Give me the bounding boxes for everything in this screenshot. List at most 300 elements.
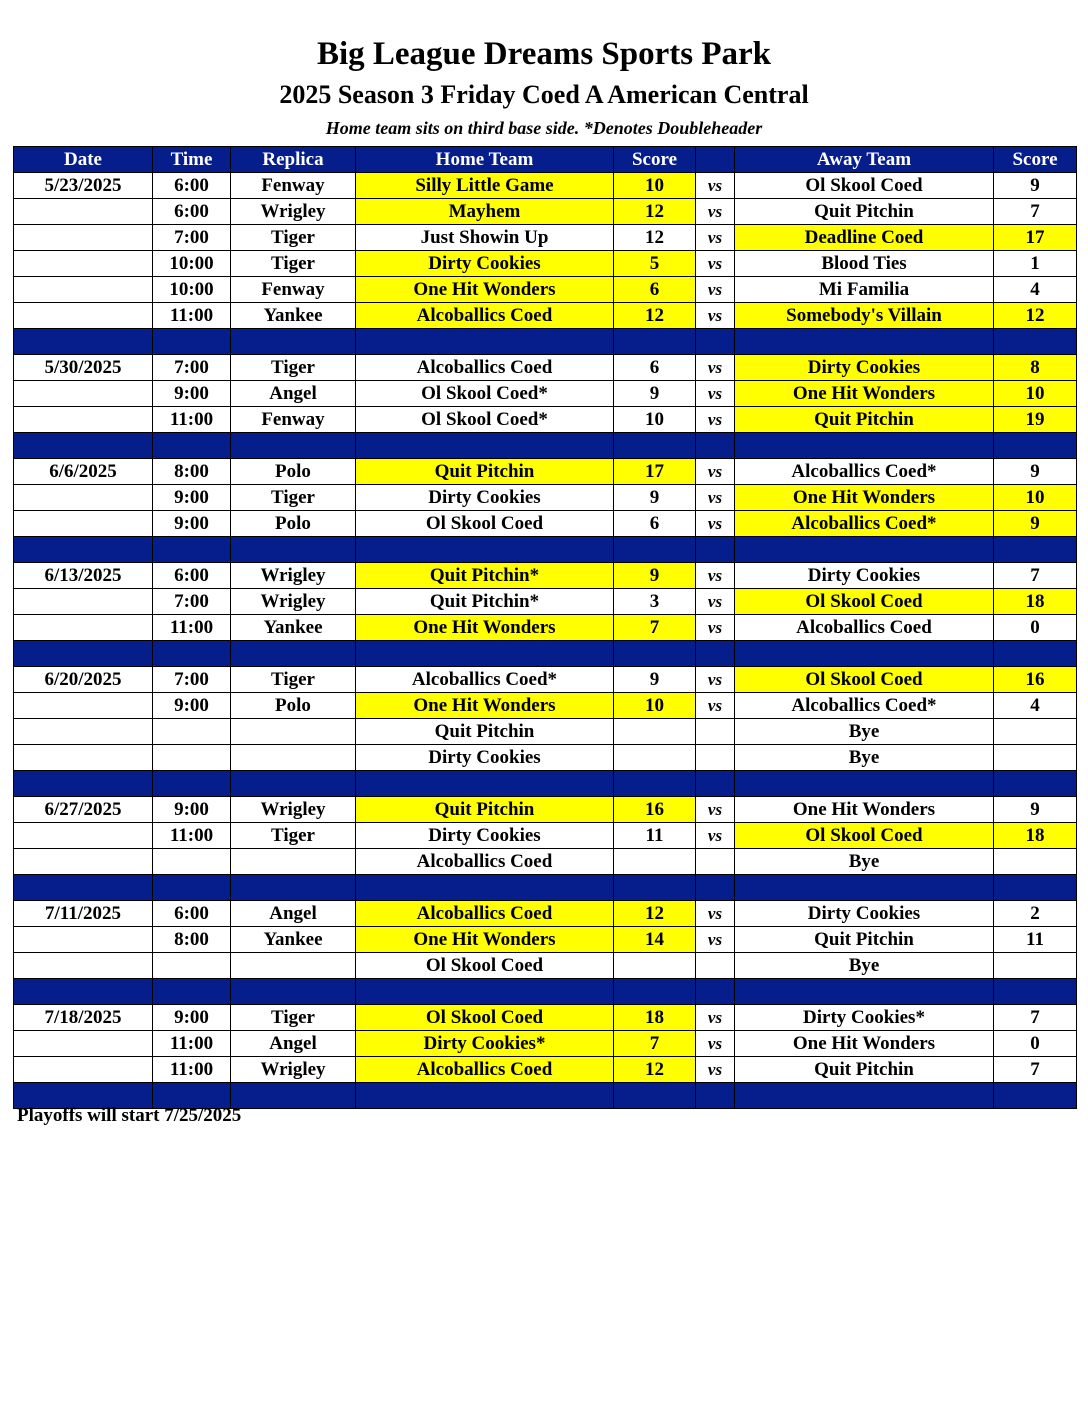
vs-cell: vs [696, 823, 735, 849]
vs-cell: vs [696, 511, 735, 537]
away-team-cell: Ol Skool Coed [735, 823, 994, 849]
replica-cell [231, 953, 356, 979]
time-cell: 7:00 [153, 225, 231, 251]
home-score-cell: 6 [614, 277, 696, 303]
away-team-cell: Dirty Cookies [735, 901, 994, 927]
date-cell: 5/30/2025 [14, 355, 153, 381]
replica-cell: Fenway [231, 277, 356, 303]
vs-cell: vs [696, 251, 735, 277]
vs-cell [696, 953, 735, 979]
vs-cell: vs [696, 303, 735, 329]
away-team-cell: One Hit Wonders [735, 485, 994, 511]
replica-cell: Wrigley [231, 589, 356, 615]
time-cell: 11:00 [153, 303, 231, 329]
home-team-cell: Ol Skool Coed* [356, 381, 614, 407]
home-score-cell: 7 [614, 1031, 696, 1057]
replica-cell: Tiger [231, 251, 356, 277]
separator-cell [994, 875, 1077, 901]
time-cell: 10:00 [153, 277, 231, 303]
date-cell [14, 303, 153, 329]
time-cell: 10:00 [153, 251, 231, 277]
vs-cell: vs [696, 277, 735, 303]
separator-cell [14, 771, 153, 797]
replica-cell: Tiger [231, 485, 356, 511]
game-row [14, 303, 1077, 329]
separator-cell [994, 433, 1077, 459]
col-header-replica: Replica [231, 147, 356, 173]
time-cell: 11:00 [153, 823, 231, 849]
separator-cell [231, 875, 356, 901]
time-cell: 9:00 [153, 1005, 231, 1031]
date-cell [14, 1057, 153, 1083]
game-row [14, 901, 1077, 927]
away-team-cell: Dirty Cookies [735, 563, 994, 589]
vs-cell: vs [696, 1005, 735, 1031]
date-cell [14, 927, 153, 953]
home-score-cell: 16 [614, 797, 696, 823]
vs-cell: vs [696, 381, 735, 407]
game-row [14, 199, 1077, 225]
date-cell [14, 407, 153, 433]
vs-cell: vs [696, 225, 735, 251]
col-header-date: Date [14, 147, 153, 173]
home-score-cell: 12 [614, 901, 696, 927]
away-team-cell: Somebody's Villain [735, 303, 994, 329]
week-separator-row [14, 537, 1077, 563]
home-score-cell: 3 [614, 589, 696, 615]
vs-cell [696, 849, 735, 875]
game-row [14, 953, 1077, 979]
game-row [14, 563, 1077, 589]
vs-cell: vs [696, 199, 735, 225]
game-row [14, 355, 1077, 381]
vs-cell: vs [696, 563, 735, 589]
date-cell: 5/23/2025 [14, 173, 153, 199]
time-cell: 6:00 [153, 199, 231, 225]
home-team-cell: Ol Skool Coed* [356, 407, 614, 433]
vs-cell: vs [696, 1031, 735, 1057]
header-row [14, 147, 1077, 173]
replica-cell: Wrigley [231, 1057, 356, 1083]
date-cell [14, 615, 153, 641]
date-cell [14, 589, 153, 615]
separator-cell [14, 641, 153, 667]
away-team-cell: Quit Pitchin [735, 927, 994, 953]
away-score-cell: 10 [994, 381, 1077, 407]
time-cell: 9:00 [153, 485, 231, 511]
week-separator-row [14, 771, 1077, 797]
away-score-cell: 0 [994, 615, 1077, 641]
game-row [14, 511, 1077, 537]
col-header-vs [696, 147, 735, 173]
separator-cell [994, 641, 1077, 667]
separator-cell [735, 329, 994, 355]
week-separator-row [14, 433, 1077, 459]
game-row [14, 1005, 1077, 1031]
date-cell [14, 225, 153, 251]
separator-cell [153, 433, 231, 459]
home-team-cell: Ol Skool Coed [356, 1005, 614, 1031]
vs-cell: vs [696, 589, 735, 615]
separator-cell [735, 1083, 994, 1109]
replica-cell: Polo [231, 459, 356, 485]
home-team-cell: Alcoballics Coed [356, 355, 614, 381]
away-team-cell: Deadline Coed [735, 225, 994, 251]
replica-cell: Yankee [231, 303, 356, 329]
vs-cell: vs [696, 693, 735, 719]
away-score-cell: 8 [994, 355, 1077, 381]
home-team-cell: Dirty Cookies* [356, 1031, 614, 1057]
replica-cell: Yankee [231, 927, 356, 953]
home-score-cell: 12 [614, 303, 696, 329]
replica-cell: Angel [231, 381, 356, 407]
page-subtitle: 2025 Season 3 Friday Coed A American Central [279, 80, 809, 109]
vs-cell: vs [696, 667, 735, 693]
home-score-cell: 10 [614, 173, 696, 199]
home-score-cell [614, 849, 696, 875]
away-score-cell: 4 [994, 693, 1077, 719]
time-cell [153, 849, 231, 875]
away-team-cell: One Hit Wonders [735, 797, 994, 823]
away-score-cell: 12 [994, 303, 1077, 329]
away-score-cell: 17 [994, 225, 1077, 251]
home-score-cell: 5 [614, 251, 696, 277]
separator-cell [153, 771, 231, 797]
home-team-cell: Just Showin Up [356, 225, 614, 251]
game-row [14, 849, 1077, 875]
col-header-home-score: Score [614, 147, 696, 173]
away-team-cell: Bye [735, 849, 994, 875]
home-team-cell: Quit Pitchin* [356, 589, 614, 615]
separator-cell [356, 433, 614, 459]
home-team-cell: Quit Pitchin [356, 719, 614, 745]
home-score-cell: 7 [614, 615, 696, 641]
separator-cell [696, 1083, 735, 1109]
separator-cell [614, 537, 696, 563]
date-cell [14, 693, 153, 719]
replica-cell [231, 719, 356, 745]
separator-cell [696, 641, 735, 667]
home-team-cell: Dirty Cookies [356, 251, 614, 277]
vs-cell: vs [696, 173, 735, 199]
date-cell [14, 251, 153, 277]
replica-cell [231, 745, 356, 771]
home-score-cell: 6 [614, 511, 696, 537]
separator-cell [153, 329, 231, 355]
separator-cell [735, 433, 994, 459]
home-score-cell: 6 [614, 355, 696, 381]
away-score-cell: 4 [994, 277, 1077, 303]
home-team-cell: Alcoballics Coed [356, 901, 614, 927]
date-cell: 7/11/2025 [14, 901, 153, 927]
home-team-cell: One Hit Wonders [356, 277, 614, 303]
vs-cell: vs [696, 615, 735, 641]
separator-cell [356, 771, 614, 797]
date-cell: 6/20/2025 [14, 667, 153, 693]
home-team-cell: Quit Pitchin* [356, 563, 614, 589]
home-score-cell: 12 [614, 225, 696, 251]
home-team-cell: Dirty Cookies [356, 485, 614, 511]
game-row [14, 381, 1077, 407]
game-row [14, 667, 1077, 693]
home-score-cell: 9 [614, 667, 696, 693]
replica-cell: Angel [231, 1031, 356, 1057]
date-cell [14, 381, 153, 407]
replica-cell: Wrigley [231, 797, 356, 823]
week-separator-row [14, 979, 1077, 1005]
separator-cell [735, 875, 994, 901]
time-cell: 11:00 [153, 1031, 231, 1057]
away-score-cell [994, 719, 1077, 745]
away-score-cell: 1 [994, 251, 1077, 277]
game-row [14, 173, 1077, 199]
away-score-cell: 18 [994, 589, 1077, 615]
away-team-cell: Ol Skool Coed [735, 173, 994, 199]
game-row [14, 823, 1077, 849]
schedule-body [14, 173, 1077, 1109]
date-cell [14, 1031, 153, 1057]
home-score-cell: 9 [614, 563, 696, 589]
away-team-cell: Alcoballics Coed* [735, 459, 994, 485]
away-team-cell: Quit Pitchin [735, 1057, 994, 1083]
away-team-cell: Alcoballics Coed* [735, 511, 994, 537]
game-row [14, 485, 1077, 511]
separator-cell [14, 433, 153, 459]
separator-cell [614, 875, 696, 901]
game-row [14, 251, 1077, 277]
game-row [14, 693, 1077, 719]
vs-cell: vs [696, 901, 735, 927]
page-note: Home team sits on third base side. *Denotes Doubleheader [325, 118, 763, 138]
separator-cell [231, 979, 356, 1005]
separator-cell [614, 979, 696, 1005]
separator-cell [231, 1083, 356, 1109]
away-team-cell: Ol Skool Coed [735, 667, 994, 693]
home-score-cell [614, 745, 696, 771]
home-team-cell: Silly Little Game [356, 173, 614, 199]
replica-cell: Angel [231, 901, 356, 927]
away-score-cell [994, 745, 1077, 771]
time-cell: 6:00 [153, 563, 231, 589]
away-score-cell: 7 [994, 1057, 1077, 1083]
away-score-cell: 10 [994, 485, 1077, 511]
away-score-cell: 9 [994, 173, 1077, 199]
home-score-cell: 12 [614, 1057, 696, 1083]
away-score-cell: 0 [994, 1031, 1077, 1057]
col-header-away-team: Away Team [735, 147, 994, 173]
vs-cell: vs [696, 1057, 735, 1083]
separator-cell [994, 537, 1077, 563]
home-score-cell: 9 [614, 381, 696, 407]
separator-cell [231, 433, 356, 459]
separator-cell [356, 329, 614, 355]
separator-cell [994, 1083, 1077, 1109]
date-cell [14, 277, 153, 303]
home-team-cell: Ol Skool Coed [356, 953, 614, 979]
separator-cell [153, 537, 231, 563]
separator-cell [356, 1083, 614, 1109]
separator-cell [735, 771, 994, 797]
away-team-cell: One Hit Wonders [735, 381, 994, 407]
separator-cell [614, 1083, 696, 1109]
game-row [14, 797, 1077, 823]
time-cell: 6:00 [153, 901, 231, 927]
date-cell [14, 823, 153, 849]
game-row [14, 745, 1077, 771]
replica-cell: Fenway [231, 173, 356, 199]
vs-cell [696, 745, 735, 771]
time-cell: 8:00 [153, 927, 231, 953]
separator-cell [356, 875, 614, 901]
time-cell: 9:00 [153, 797, 231, 823]
week-separator-row [14, 329, 1077, 355]
separator-cell [994, 979, 1077, 1005]
away-team-cell: Quit Pitchin [735, 407, 994, 433]
away-team-cell: Bye [735, 745, 994, 771]
vs-cell [696, 719, 735, 745]
replica-cell: Tiger [231, 355, 356, 381]
time-cell: 6:00 [153, 173, 231, 199]
time-cell [153, 745, 231, 771]
time-cell: 11:00 [153, 615, 231, 641]
week-separator-row [14, 641, 1077, 667]
page-title: Big League Dreams Sports Park [316, 36, 772, 72]
replica-cell: Wrigley [231, 563, 356, 589]
date-cell [14, 485, 153, 511]
away-team-cell: Ol Skool Coed [735, 589, 994, 615]
home-score-cell: 12 [614, 199, 696, 225]
away-score-cell: 9 [994, 511, 1077, 537]
time-cell [153, 719, 231, 745]
separator-cell [231, 537, 356, 563]
replica-cell: Fenway [231, 407, 356, 433]
game-row [14, 589, 1077, 615]
separator-cell [735, 537, 994, 563]
home-team-cell: One Hit Wonders [356, 615, 614, 641]
away-score-cell [994, 953, 1077, 979]
away-score-cell: 9 [994, 459, 1077, 485]
separator-cell [614, 433, 696, 459]
separator-cell [696, 979, 735, 1005]
home-team-cell: Quit Pitchin [356, 459, 614, 485]
separator-cell [153, 875, 231, 901]
date-cell: 6/13/2025 [14, 563, 153, 589]
replica-cell: Polo [231, 511, 356, 537]
date-cell [14, 199, 153, 225]
date-cell [14, 849, 153, 875]
home-score-cell: 11 [614, 823, 696, 849]
vs-cell: vs [696, 407, 735, 433]
game-row [14, 459, 1077, 485]
replica-cell [231, 849, 356, 875]
time-cell [153, 953, 231, 979]
separator-cell [614, 641, 696, 667]
vs-cell: vs [696, 797, 735, 823]
away-team-cell: Alcoballics Coed [735, 615, 994, 641]
home-team-cell: One Hit Wonders [356, 927, 614, 953]
separator-cell [696, 433, 735, 459]
separator-cell [696, 771, 735, 797]
replica-cell: Tiger [231, 225, 356, 251]
away-score-cell: 7 [994, 563, 1077, 589]
home-score-cell: 10 [614, 407, 696, 433]
time-cell: 11:00 [153, 1057, 231, 1083]
away-team-cell: Dirty Cookies [735, 355, 994, 381]
separator-cell [696, 537, 735, 563]
home-team-cell: Alcoballics Coed [356, 1057, 614, 1083]
game-row [14, 225, 1077, 251]
away-team-cell: Blood Ties [735, 251, 994, 277]
separator-cell [735, 979, 994, 1005]
home-team-cell: Ol Skool Coed [356, 511, 614, 537]
time-cell: 7:00 [153, 355, 231, 381]
week-separator-row [14, 875, 1077, 901]
separator-cell [994, 771, 1077, 797]
away-team-cell: Alcoballics Coed* [735, 693, 994, 719]
away-team-cell: One Hit Wonders [735, 1031, 994, 1057]
home-team-cell: Alcoballics Coed [356, 849, 614, 875]
separator-cell [231, 329, 356, 355]
date-cell [14, 953, 153, 979]
home-team-cell: Quit Pitchin [356, 797, 614, 823]
time-cell: 9:00 [153, 693, 231, 719]
date-cell: 6/27/2025 [14, 797, 153, 823]
col-header-away-score: Score [994, 147, 1077, 173]
home-score-cell [614, 719, 696, 745]
home-team-cell: Alcoballics Coed [356, 303, 614, 329]
away-score-cell: 11 [994, 927, 1077, 953]
separator-cell [14, 875, 153, 901]
separator-cell [14, 537, 153, 563]
separator-cell [153, 641, 231, 667]
vs-cell: vs [696, 927, 735, 953]
replica-cell: Tiger [231, 667, 356, 693]
col-header-time: Time [153, 147, 231, 173]
vs-cell: vs [696, 485, 735, 511]
time-cell: 7:00 [153, 667, 231, 693]
date-cell: 7/18/2025 [14, 1005, 153, 1031]
away-score-cell: 19 [994, 407, 1077, 433]
away-team-cell: Quit Pitchin [735, 199, 994, 225]
replica-cell: Tiger [231, 823, 356, 849]
home-score-cell: 10 [614, 693, 696, 719]
separator-cell [735, 641, 994, 667]
away-team-cell: Mi Familia [735, 277, 994, 303]
away-score-cell: 18 [994, 823, 1077, 849]
date-cell [14, 745, 153, 771]
col-header-home-team: Home Team [356, 147, 614, 173]
home-team-cell: Dirty Cookies [356, 745, 614, 771]
home-team-cell: One Hit Wonders [356, 693, 614, 719]
time-cell: 7:00 [153, 589, 231, 615]
separator-cell [356, 979, 614, 1005]
separator-cell [994, 329, 1077, 355]
playoffs-note: Playoffs will start 7/25/2025 [17, 1105, 242, 1126]
away-score-cell: 16 [994, 667, 1077, 693]
separator-cell [14, 329, 153, 355]
time-cell: 11:00 [153, 407, 231, 433]
away-score-cell: 9 [994, 797, 1077, 823]
game-row [14, 407, 1077, 433]
separator-cell [614, 771, 696, 797]
away-score-cell: 7 [994, 199, 1077, 225]
home-score-cell: 18 [614, 1005, 696, 1031]
replica-cell: Yankee [231, 615, 356, 641]
separator-cell [14, 979, 153, 1005]
date-cell [14, 719, 153, 745]
away-score-cell [994, 849, 1077, 875]
game-row [14, 1031, 1077, 1057]
